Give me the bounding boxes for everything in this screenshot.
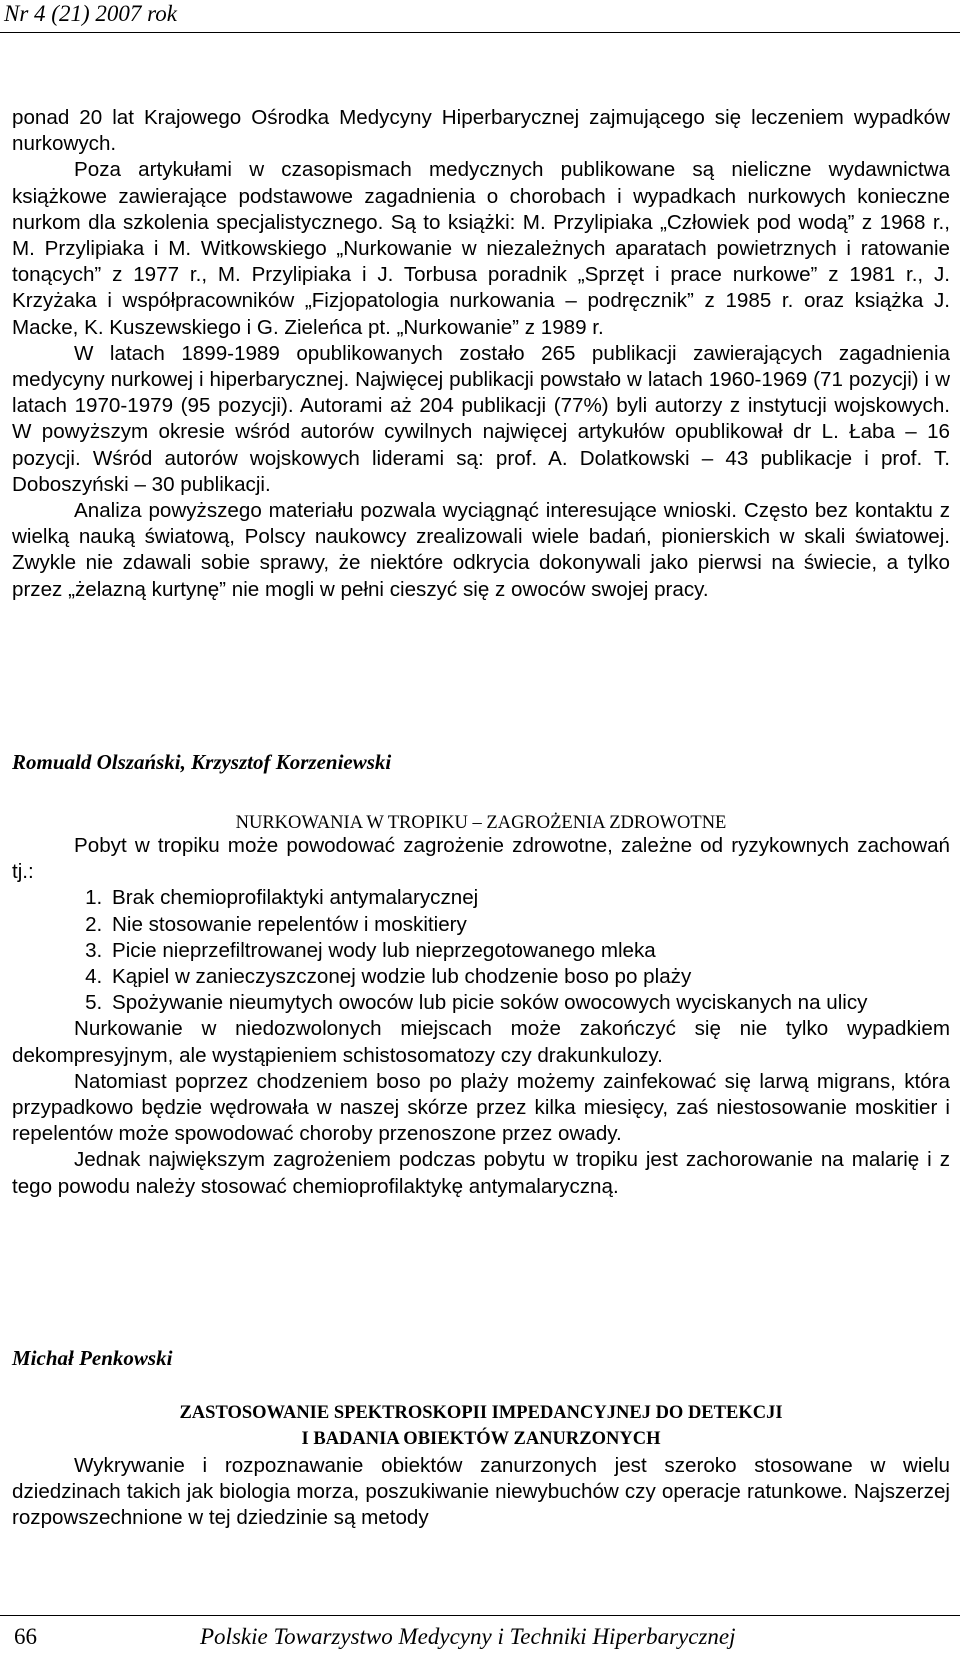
article-title: NURKOWANIA W TROPIKU – ZAGROŻENIA ZDROWOTNE — [235, 813, 727, 833]
running-head — [0, 0, 960, 33]
list-item: 1. Brak chemioprofilaktyki antymalarycznej — [108, 885, 950, 911]
article-intro: Pobyt w tropiku może powodować zagrożenie zdrowotne, zależne od ryzykownych zachowań tj.: — [12, 834, 950, 884]
article-author: Michał Penkowski — [12, 1346, 173, 1370]
paragraph: Natomiast poprzez chodzeniem boso po plaży możemy zainfekować się larwą migrans, która przypadkowo będzie wędrowała w naszej skórze przez kilka miesięcy, zaś niestosowanie moskitier i repelentów może spowodować choroby przenoszone przez owady. — [12, 1069, 950, 1146]
list-item: 4. Kąpiel w zanieczyszczonej wodzie lub chodzenie boso po plaży — [108, 964, 950, 990]
page-footer — [0, 1618, 960, 1658]
title-line: ZASTOSOWANIE SPEKTROSKOPII IMPEDANCYJNEJ DO DETEKCJI — [179, 1403, 783, 1423]
article-body — [12, 833, 950, 1200]
page-number: 66 — [14, 1624, 37, 1649]
article-authors: Romuald Olszański, Krzysztof Korzeniewski — [12, 750, 392, 774]
list-item: 2. Nie stosowanie repelentów i moskitiery — [108, 912, 950, 938]
title-line: I BADANIA OBIEKTÓW ZANURZONYCH — [301, 1429, 661, 1449]
risk-list — [12, 885, 950, 1016]
list-item: 3. Picie nieprzefiltrowanej wody lub nieprzegotowanego mleka — [108, 938, 950, 964]
footer-divider — [0, 1615, 960, 1616]
paragraph: Jednak największym zagrożeniem podczas pobytu w tropiku jest zachorowanie na malarię i z tego powodu należy stosować chemioprofilaktykę antymalaryczną. — [12, 1148, 950, 1198]
article-body — [12, 1453, 950, 1532]
paragraph: Wykrywanie i rozpoznawanie obiektów zanurzonych jest szeroko stosowane w wielu dziedzinach takich jak biologia morza, poszukiwanie niewybuchów czy operacje ratunkowe. Najszerzej rozpowszechnione w tej dziedzinie są metody — [12, 1454, 950, 1530]
paragraph: W latach 1899-1989 opublikowanych zostało 265 publikacji zawierających zagadnienia medycyny nurkowej i hiperbarycznej. Najwięcej publikacji powstało w latach 1960-1969 (71 pozycji) i w latach 1970-1979 (95 pozycji). Autorami aż 204 publikacji (77%) byli autorzy z instytucji wojskowych. W powyższym okresie wśród autorów cywilnych najwięcej artykułów opublikował dr L. Łaba – 16 pozycji. Wśród autorów wojskowych liderami są: prof. A. Dolatkowski – 43 publikacje i prof. T. Doboszyński – 30 publikacji. — [12, 341, 950, 496]
paragraph: Poza artykułami w czasopismach medycznych publikowane są nieliczne wydawnictwa książkowe zawierające podstawowe zagadnienia o chorobach i wypadkach nurkowych konieczne nurkom dla szkolenia specjalistycznego. Są to książki: M. Przylipiaka „Człowiek pod wodą” z 1968 r., M. Przylipiaka i M. Witkowskiego „Nurkowanie w niezależnych aparatach powietrznych i ratowanie tonących” z 1977 r., M. Przylipiaka i J. Torbusa poradnik „Sprzęt i prace nurkowe” z 1981 r., J. Krzyżaka i współpracowników „Fizjopatologia nurkowania – podręcznik” z 1985 r. oraz książka J. Macke, K. Kuszewskiego i G. Zieleńca pt. „Nurkowanie” z 1989 r. — [12, 158, 950, 339]
section-continued-text — [12, 105, 950, 603]
paragraph: Nurkowanie w niedozwolonych miejscach może zakończyć się nie tylko wypadkiem dekompresyjnym, ale wystąpieniem schistosomatozy czy drakunkulozy. — [12, 1017, 950, 1067]
paragraph: Analiza powyższego materiału pozwala wyciągnąć interesujące wnioski. Często bez kontaktu z wielką nauką światową, Polscy naukowcy zrealizowali wiele badań, pionierskich w skali światowej. Zwykle nie zdawali sobie sprawy, że niektóre odkrycia dokonywali jako pierwsi na świecie, a tylko przez „żelazną kurtynę” nie mogli w pełni cieszyć się z owoców swojej pracy. — [12, 499, 950, 601]
paragraph: ponad 20 lat Krajowego Ośrodka Medycyny Hiperbarycznej zajmującego się leczeniem wypadków nurkowych. — [12, 106, 950, 156]
running-head-text: Nr 4 (21) 2007 rok — [4, 1, 177, 26]
list-item: 5. Spożywanie nieumytych owoców lub picie soków owocowych wyciskanych na ulicy — [108, 990, 950, 1016]
journal-name: Polskie Towarzystwo Medycyny i Techniki Hiperbarycznej — [200, 1624, 736, 1649]
article-title — [12, 1400, 950, 1452]
